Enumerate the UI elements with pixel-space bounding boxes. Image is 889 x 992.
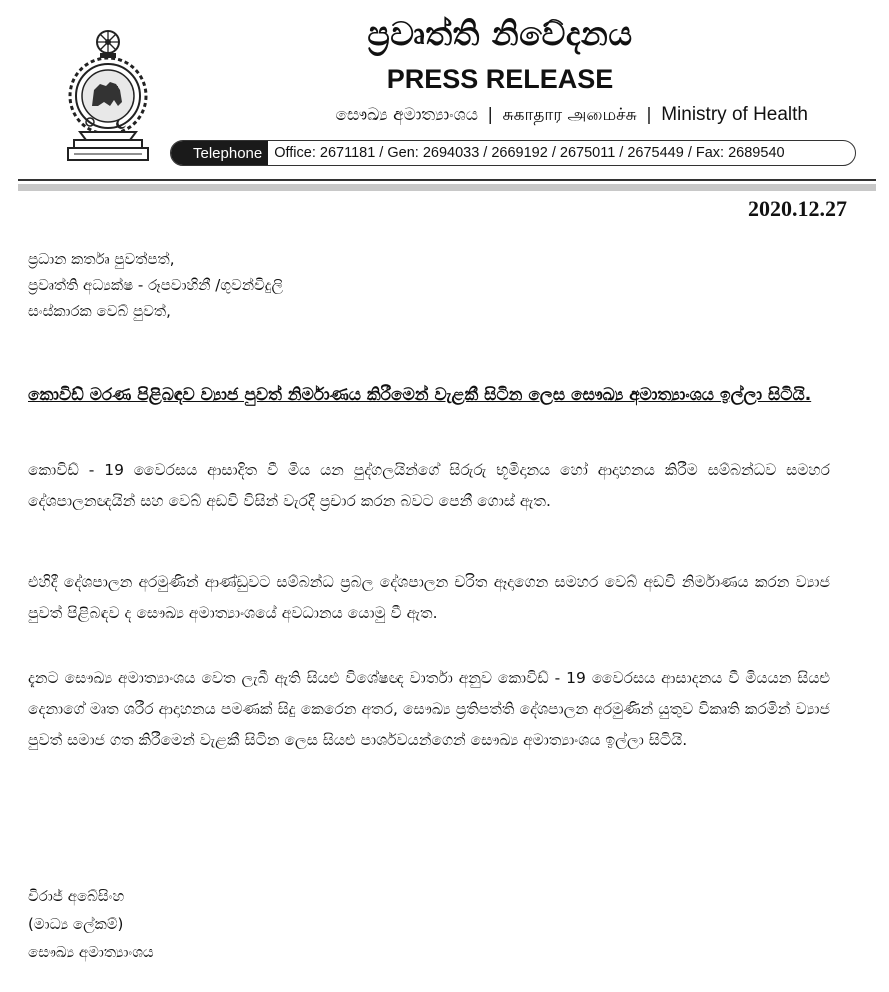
telephone-numbers: Office: 2671181 / Gen: 2694033 / 2669192 / 2675011 / 2675449 / Fax: 2689540 [274, 145, 785, 161]
release-date: 2020.12.27 [748, 196, 847, 221]
body-paragraph: කොවිඩ් - 19 වෛරසය ආසාදිත වී මිය යන පුද්ගලයින්ගේ සිරුරු භූමිදානය හෝ ආදාහනය කිරීම සම්බන්ධව සමහර දේශපාලනඥයින් සහ වෙබ් අඩවි විසින් වැරදි ප්‍රචාර කරන බවට පෙනී ගොස් ඇත. [28, 461, 830, 510]
separator: | [646, 105, 652, 125]
title-english: PRESS RELEASE [386, 64, 614, 94]
telephone-bar [170, 140, 856, 166]
body-paragraph: එහිදී දේශපාලන අරමුණින් ආණ්ඩුවට සම්බන්ධ ප්‍රබල දේශපාලන චරිත ඈදාගෙන සමහර වෙබ් අඩවි නිර්මාණය කරන ව්‍යාජ පුවත් පිළිබඳව ද සෞඛ්‍ය අමාත්‍යාංශයේ අවධානය යොමු වී ඇත. [28, 573, 830, 622]
ministry-line [228, 104, 808, 127]
recipient-line: ප්‍රවෘත්ති අධ්‍යක්ෂ - රූපවාහිනී /ගුවන්විදුලි [28, 276, 283, 294]
sri-lanka-emblem-icon [60, 28, 156, 166]
headline: කොවිඩ් මරණ පිළිබඳව ව්‍යාජ පුවත් නිර්මාණය කිරීමෙන් වැළකී සිටින ලෙස සෞඛ්‍ය අමාත්‍යාංශය ඉල්ලා සිටියි. [28, 385, 812, 405]
title-sinhala: ප්‍රවෘත්ති නිවේදනය [367, 14, 633, 53]
header-divider-shade [18, 184, 876, 191]
header-divider [18, 179, 876, 181]
recipient-list [28, 246, 283, 324]
recipient-line: ප්‍රධාන කර්තෘ පුවත්පත්, [28, 250, 175, 268]
ministry-sinhala: සෞඛ්‍ය අමාත්‍යාංශය [335, 105, 478, 125]
signature-block [28, 882, 154, 966]
telephone-label: Telephone [171, 141, 268, 165]
letterhead [0, 0, 889, 180]
signatory-name: විරාජ් අබේසිංහ [28, 887, 125, 905]
ministry-tamil: சுகாதார அமைச்சு [502, 105, 637, 125]
body-paragraph: දැනට සෞඛ්‍ය අමාත්‍යාංශය වෙත ලැබී ඇති සියළු විශේෂඥ වාර්තා අනුව කොවිඩ් - 19 වෛරසය ආසාදනය වී මියයන සියළු දෙනාගේ මෘත ශරීර ආදාහනය පමණක් සිදු කෙරෙන අතර, සෞඛ්‍ය ප්‍රතිපත්ති දේශපාලන අරමුණින් යුතුව විකෘති කරමින් ව්‍යාජ පුවත් සමාජ ගත කිරීමෙන් වැළකී සිටින ලෙස සියළු පාර්ශවයන්ගෙන් සෞඛ්‍ය අමාත්‍යාංශය ඉල්ලා සිටියි. [28, 669, 830, 749]
separator: | [487, 105, 494, 125]
signatory-title: (මාධ්‍ය ලේකම්) [28, 915, 124, 933]
ministry-english: Ministry of Health [661, 104, 808, 125]
recipient-line: සංස්කාරක වෙබ් පුවත්, [28, 302, 171, 320]
signatory-org: සෞඛ්‍ය අමාත්‍යාංශය [28, 943, 154, 961]
